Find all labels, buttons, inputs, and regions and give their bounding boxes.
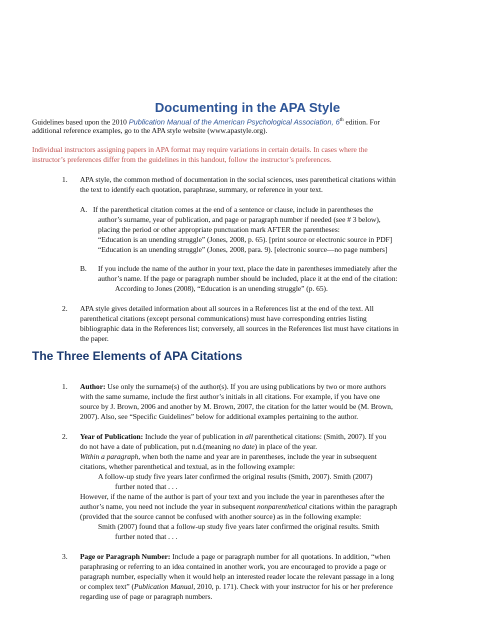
intro-text-a: Guidelines based upon the 2010 <box>32 117 129 127</box>
element-2-line-7: However, if the name of the author is part of your text and you include the year in parentheses after the <box>80 492 385 501</box>
item-b-line-2: author’s name. If the page or paragraph number should be included, place it at the end of the citation: <box>98 274 398 283</box>
instructor-note-line-2: instructor’s preferences differ from the guidelines in this handout, follow the instructor’s preferences. <box>32 155 332 164</box>
el3-l4a: or complex text” ( <box>80 582 134 591</box>
item-b-line-1: If you include the name of the author in your text, place the date in parentheses immediately after the <box>98 264 398 273</box>
item-2-number: 2. <box>62 304 68 313</box>
item-a-line-4: “Education is an unending struggle” (Jones, 2008, p. 65). [print source or electronic source in PDF] <box>98 235 393 244</box>
el2-l8i: nonparenthetical <box>257 502 308 511</box>
element-2-line-9: (provided that the source cannot be confused with another source) as in the following example: <box>80 512 362 521</box>
el2-l1i: all <box>245 432 253 441</box>
element-3-line-1 <box>80 552 390 562</box>
item-a-line-1: If the parenthetical citation comes at the end of a sentence or clause, include in parentheses the <box>93 205 374 214</box>
element-2-line-10: Smith (2007) found that a follow-up study five years later confirmed the original results. Smith <box>98 522 380 531</box>
element-2-line-11: further noted that . . . <box>115 532 178 541</box>
year-label: Year of Publication: <box>80 432 144 441</box>
item-a-line-2: author’s surname, year of publication, and page or paragraph number if needed (see # 3 below), <box>98 215 381 224</box>
el2-l1a: Include the year of publication in <box>143 432 246 441</box>
element-1-text: Use only the surname(s) of the author(s). If you are using publications by two or more authors <box>105 382 386 391</box>
element-2-line-6: further noted that . . . <box>115 482 178 491</box>
element-1-line-1 <box>80 382 386 392</box>
item-1-line-1: APA style, the common method of documentation in the social sciences, uses parenthetical citations within <box>80 175 396 184</box>
section-heading: The Three Elements of APA Citations <box>32 349 243 363</box>
element-2-line-3 <box>80 452 377 462</box>
element-1-line-2: with the same surname, include the first author’s initials in all citations. For example, if you have one <box>80 392 380 401</box>
element-3-line-3: paragraph number, especially when it would help an interested reader locate the relevant passage in a long <box>80 572 394 581</box>
element-3-line-5: regarding use of page or paragraph numbers. <box>80 592 213 601</box>
el3-l1: Include a page or paragraph number for all quotations. In addition, “when <box>170 552 391 561</box>
el2-l3i: Within a paragraph <box>80 452 139 461</box>
page-number-label: Page or Paragraph Number: <box>80 552 171 561</box>
element-1-number: 1. <box>62 382 68 391</box>
item-2-line-1: APA style gives detailed information about all sources in a References list at the end of the text. All <box>80 304 374 313</box>
author-label: Author: <box>80 382 106 391</box>
el2-l2i: no date <box>232 442 255 451</box>
element-1-line-4: 2007). Also, see “Specific Guidelines” below for additional examples pertaining to the author. <box>80 412 359 421</box>
element-2-line-2 <box>80 442 317 452</box>
element-3-line-4 <box>80 582 393 592</box>
element-2-line-4: citations, whether parenthetical and textual, as in the following example: <box>80 462 295 471</box>
el3-l4b: , 2010, p. 171). Check with your instructor for his or her preference <box>193 582 393 591</box>
manual-title: Publication Manual of the American Psychological Association, 6 <box>128 117 340 127</box>
el2-l8a: author’s name, you need not include the year in subsequent <box>80 502 257 511</box>
element-2-number: 2. <box>62 432 68 441</box>
el2-l3b: , when both the name and year are in parentheses, include the year in subsequent <box>138 452 377 461</box>
edition-sup: th <box>339 118 344 123</box>
item-2-line-3: bibliographic data in the References list; conversely, all sources in the References list must have citations in <box>80 324 399 333</box>
item-a-line-5: “Education is an unending struggle” (Jones, 2008, para. 9). [electronic source—no page numbers] <box>98 245 388 254</box>
item-1-line-2: the text to identify each quotation, paraphrase, summary, or reference in your text. <box>80 185 323 194</box>
intro-line-2: additional reference examples, go to the APA style website (www.apastyle.org). <box>32 126 268 135</box>
element-2-line-8 <box>80 502 397 512</box>
item-b-label: B. <box>80 264 87 273</box>
el3-l4i: Publication Manual <box>133 582 194 591</box>
page-title: Documenting in the APA Style <box>154 100 341 115</box>
item-2-line-4: the paper. <box>80 334 109 343</box>
element-1-line-3: source by J. Brown, 2006 and another by M. Brown, 2007, the citation for the latter would be (M. Brown, <box>80 402 393 411</box>
el2-l8b: citations within the paragraph <box>307 502 398 511</box>
element-3-line-2: paraphrasing or referring to an idea contained in another work, you are encouraged to provide a page or <box>80 562 387 571</box>
element-2-line-5: A follow-up study five years later confirmed the original results (Smith, 2007). Smith (2007) <box>98 472 373 481</box>
item-1-number: 1. <box>62 175 68 184</box>
item-2-line-2: parenthetical citations (except personal communications) must have corresponding entries listing <box>80 314 367 323</box>
element-2-line-1 <box>80 432 386 442</box>
el2-l2b: ) in place of the year. <box>254 442 318 451</box>
intro-text-b: edition. For <box>343 117 380 127</box>
el2-l2a: do not have a date of publication, put n.d.(meaning <box>80 442 233 451</box>
item-a-line-3: placing the period or other appropriate punctuation mark AFTER the parentheses: <box>98 225 340 234</box>
item-a-label: A. <box>80 205 88 214</box>
el2-l1b: parenthetical citations: (Smith, 2007). If you <box>252 432 387 441</box>
item-b-line-3: According to Jones (2008), “Education is an unending struggle” (p. 65). <box>115 284 328 293</box>
element-3-number: 3. <box>62 552 68 561</box>
instructor-note-line-1: Individual instructors assigning papers in APA format may require variations in certain details. In cases where the <box>32 145 368 154</box>
